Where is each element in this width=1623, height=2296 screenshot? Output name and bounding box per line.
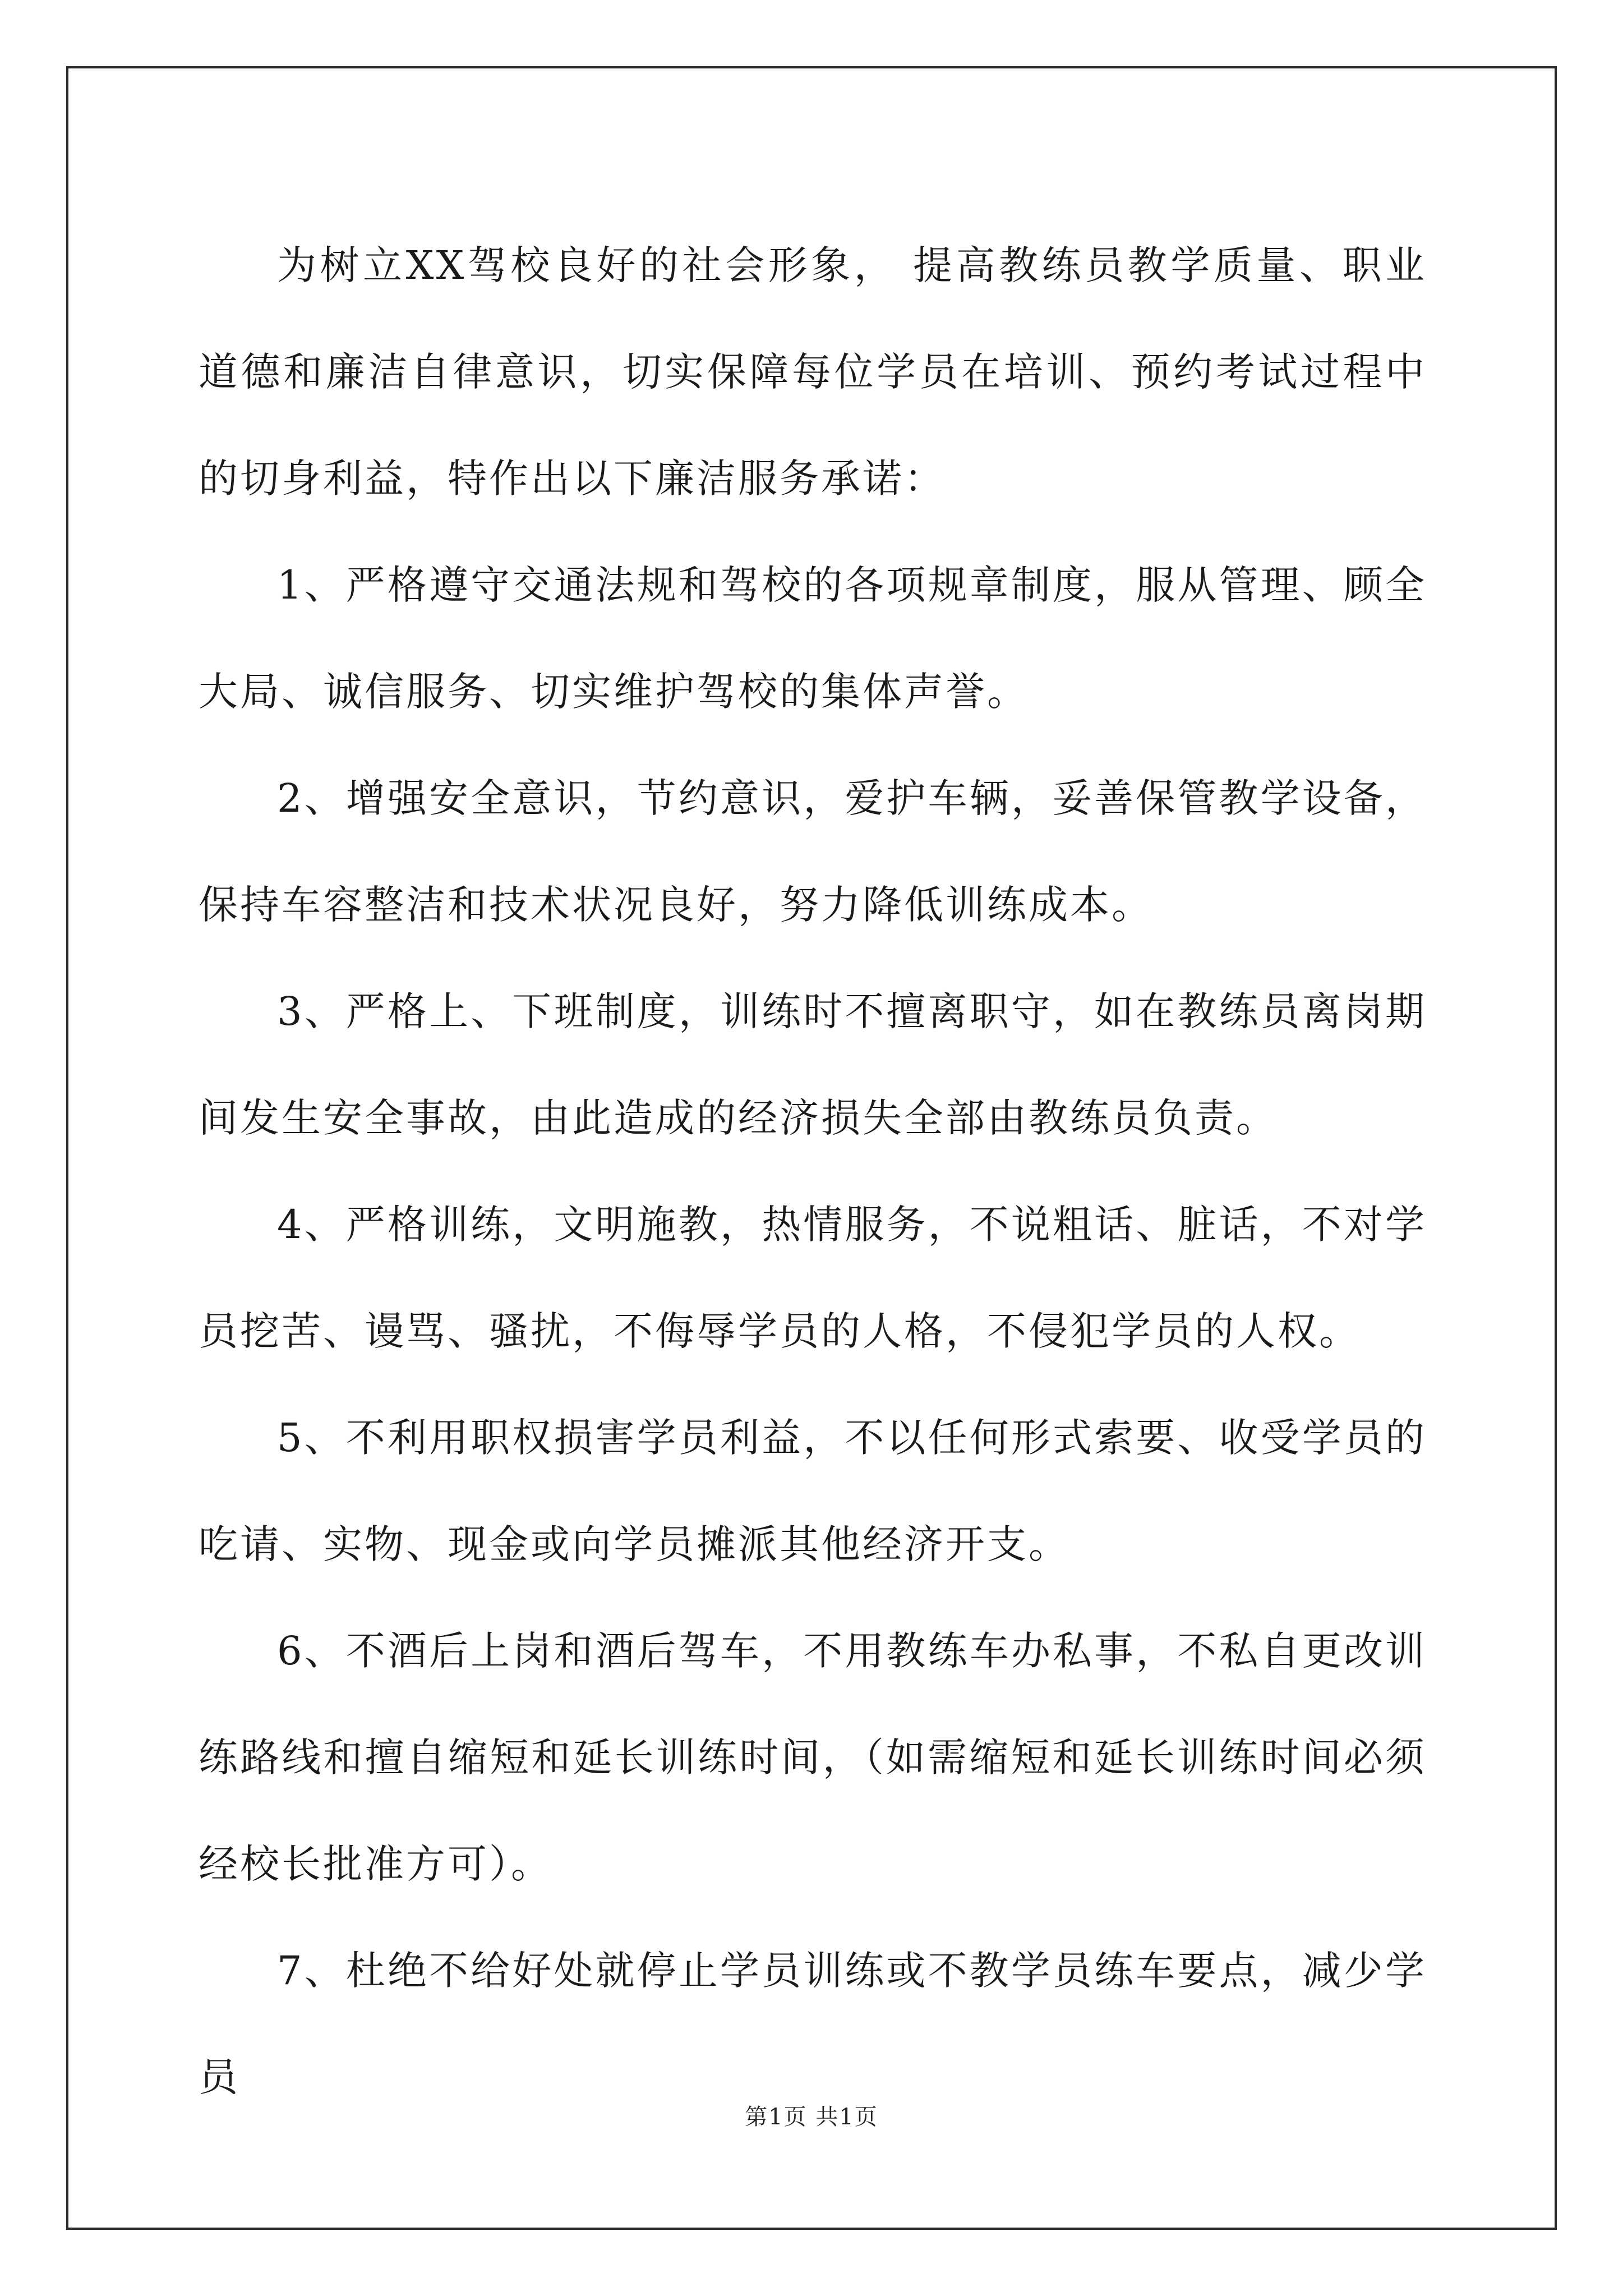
paragraph-item-1: 1、严格遵守交通法规和驾校的各项规章制度，服从管理、顾全大局、诚信服务、切实维护驾校的集体声誉。 bbox=[199, 562, 1427, 715]
paragraph-item-5: 5、不利用职权损害学员利益，不以任何形式索要、收受学员的吃请、实物、现金或向学员摊派其他经济开支。 bbox=[199, 1415, 1427, 1567]
page-footer: 第1页 共1页 bbox=[745, 2104, 878, 2130]
paragraph-item-3: 3、严格上、下班制度，训练时不擅离职守，如在教练员离岗期间发生安全事故，由此造成的经济损失全部由教练员负责。 bbox=[199, 988, 1427, 1141]
document-body bbox=[199, 212, 1427, 2131]
paragraph-item-6: 6、不酒后上岗和酒后驾车，不用教练车办私事，不私自更改训练路线和擅自缩短和延长训练时间，（如需缩短和延长训练时间必须经校长批准方可）。 bbox=[199, 1628, 1427, 1887]
paragraph-item-4: 4、严格训练，文明施教，热情服务，不说粗话、脏话，不对学员挖苦、谩骂、骚扰，不侮辱学员的人格，不侵犯学员的人权。 bbox=[199, 1202, 1427, 1354]
paragraph-item-7: 7、杜绝不给好处就停止学员训练或不教学员练车要点，减少学员 bbox=[199, 1948, 1427, 2100]
paragraph-intro: 为树立XX驾校良好的社会形象， 提高教练员教学质量、职业道德和廉洁自律意识，切实保障每位学员在培训、预约考试过程中的切身利益，特作出以下廉洁服务承诺： bbox=[199, 242, 1427, 501]
paragraph-item-2: 2、增强安全意识，节约意识，爱护车辆，妥善保管教学设备，保持车容整洁和技术状况良好，努力降低训练成本。 bbox=[199, 775, 1427, 928]
